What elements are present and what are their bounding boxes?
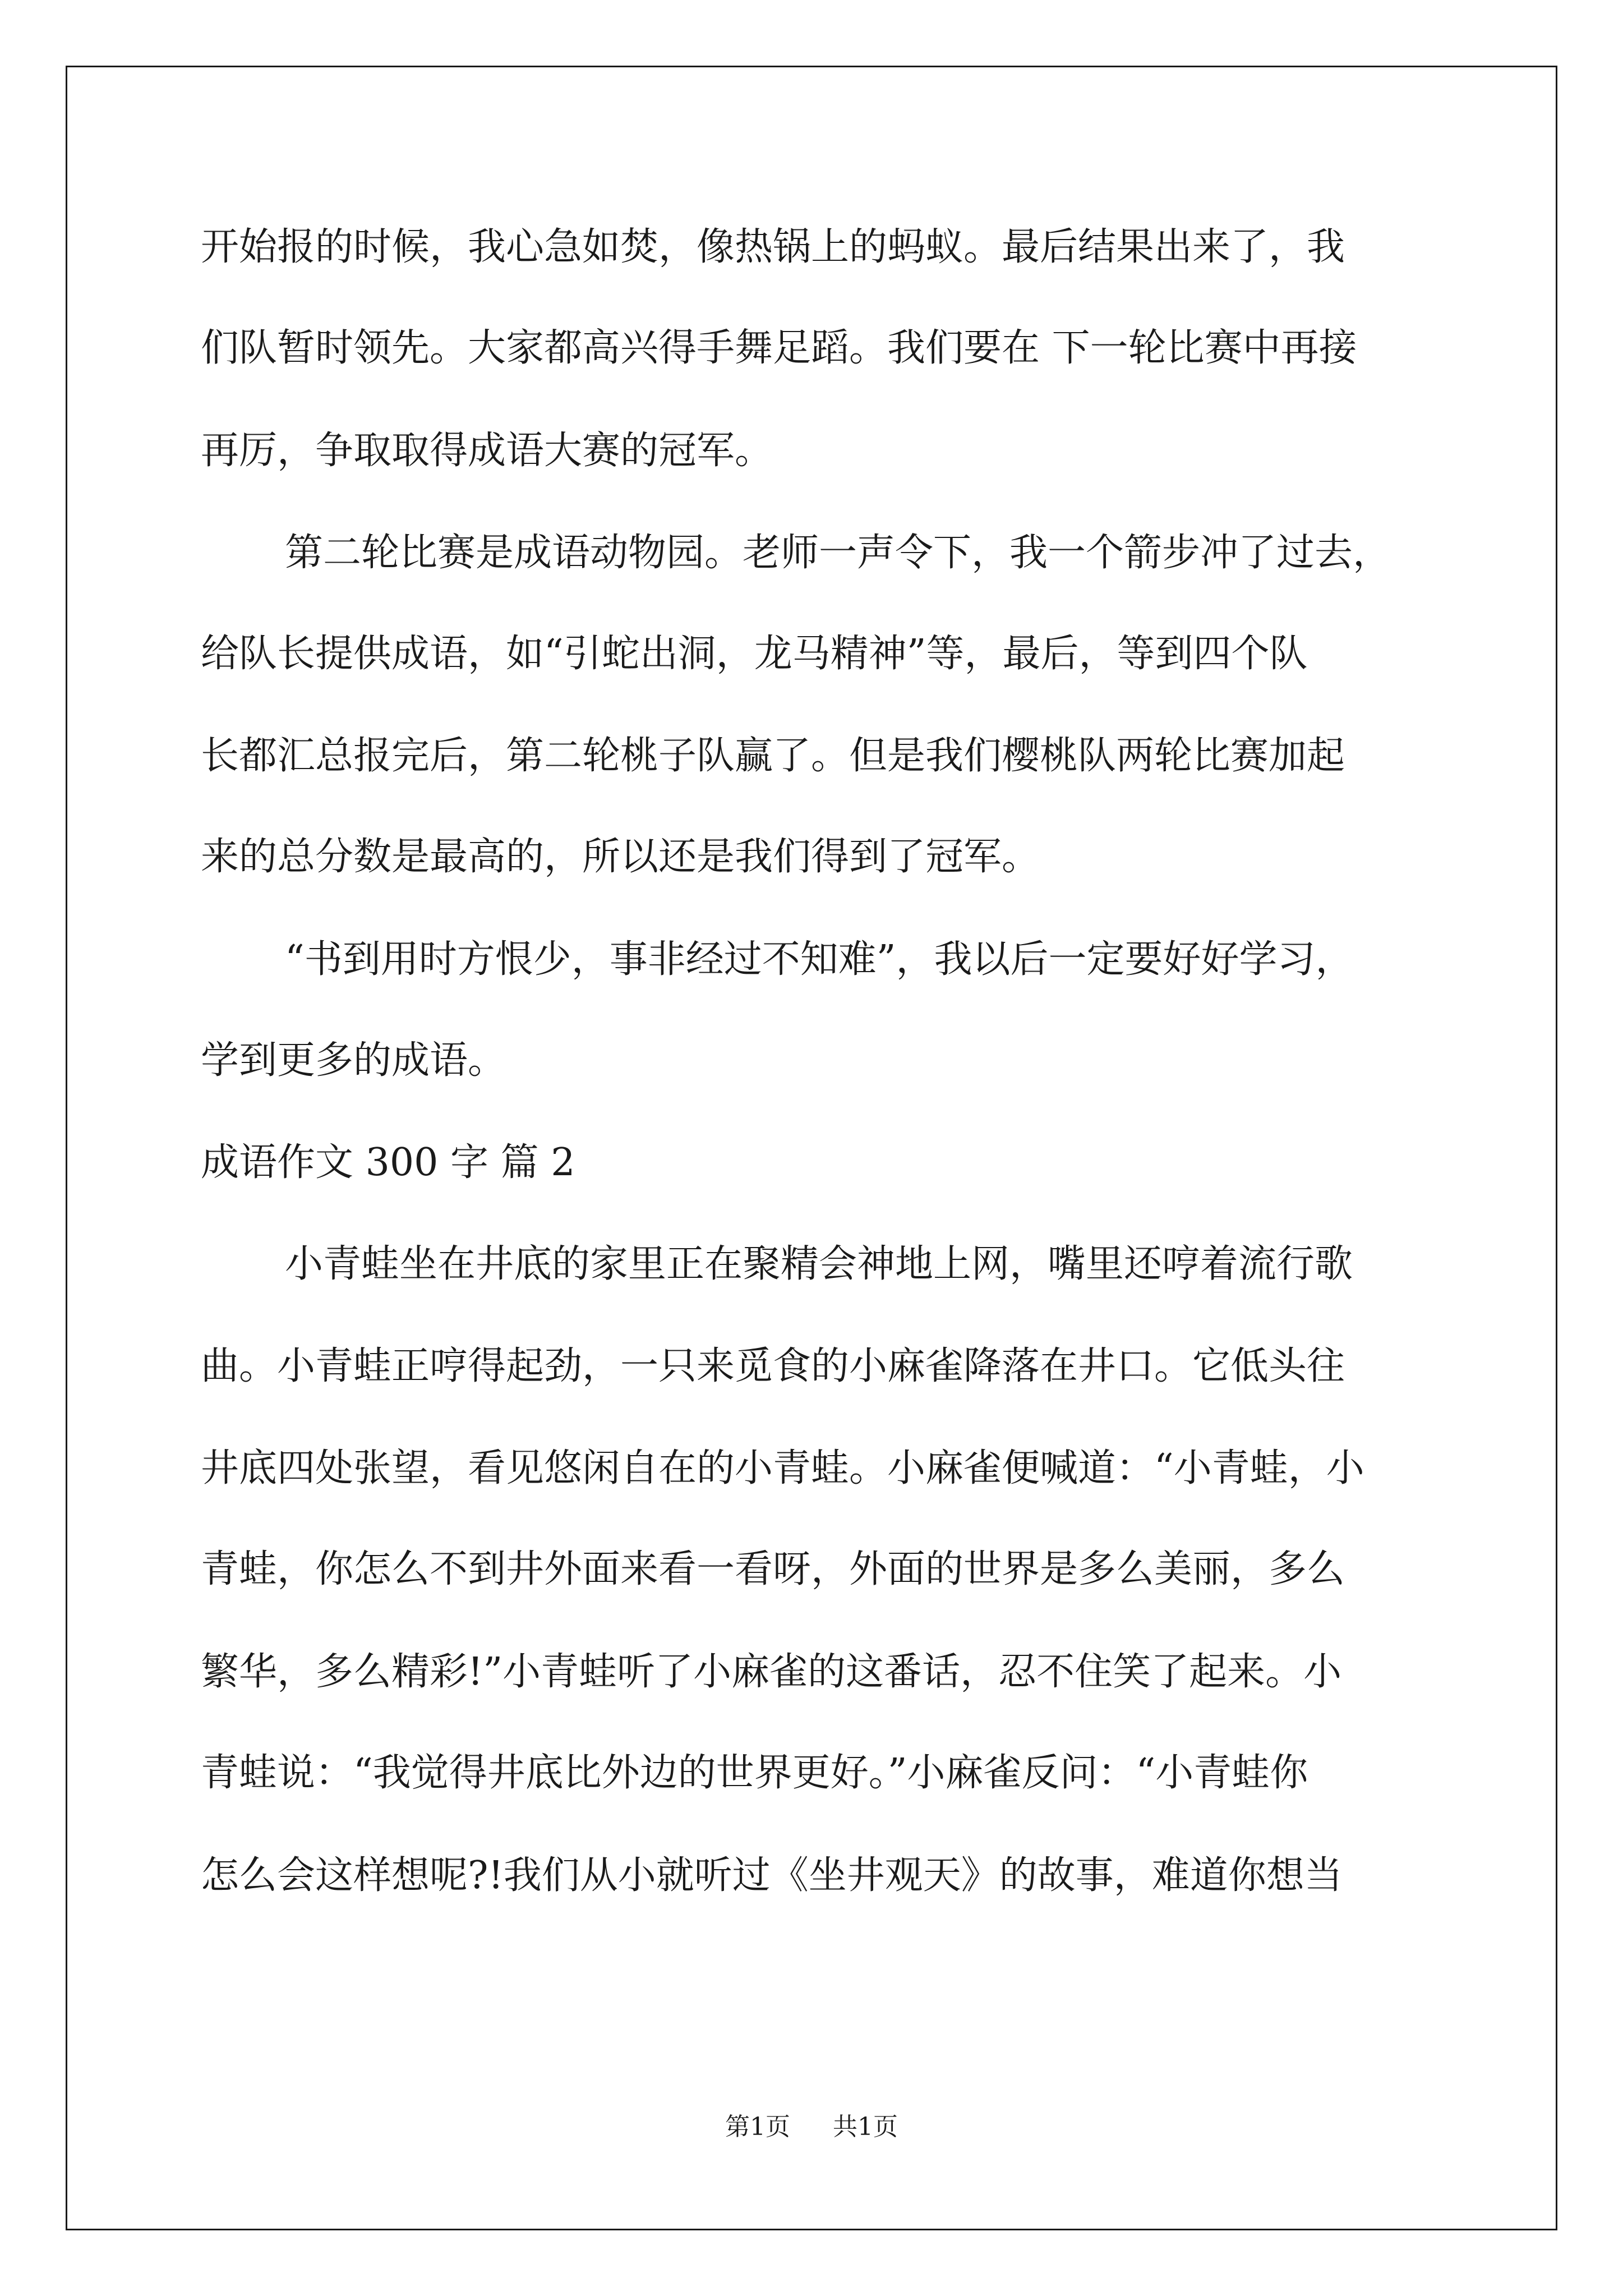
text-line: 曲。小青蛙正哼得起劲，一只来觅食的小麻雀降落在井口。它低头往 — [201, 1344, 1345, 1388]
text-line: 开始报的时候，我心急如焚，像热锅上的蚂蚁。最后结果出来了，我 — [201, 225, 1345, 269]
text-line: 青蛙说：“我觉得井底比外边的世界更好。”小麻雀反问：“小青蛙你 — [201, 1751, 1308, 1795]
text-line: 给队长提供成语，如“引蛇出洞，龙马精神”等，最后，等到四个队 — [201, 632, 1308, 676]
text-line: 来的总分数是最高的，所以还是我们得到了冠军。 — [201, 835, 1040, 879]
text-line: 们队暂时领先。大家都高兴得手舞足蹈。我们要在 下一轮比赛中再接 — [201, 326, 1357, 370]
page-total: 共1页 — [833, 2113, 898, 2141]
text-line: 繁华，多么精彩!”小青蛙听了小麻雀的这番话，忍不住笑了起来。小 — [201, 1650, 1342, 1694]
text-line: 学到更多的成语。 — [201, 1038, 506, 1083]
page-number: 第1页 — [725, 2113, 790, 2141]
paragraph-start: 小青蛙坐在井底的家里正在聚精会神地上网，嘴里还哼着流行歌 — [285, 1242, 1353, 1286]
text-line: 青蛙，你怎么不到井外面来看一看呀，外面的世界是多么美丽，多么 — [201, 1547, 1345, 1591]
text-line: 井底四处张望，看见悠闲自在的小青蛙。小麻雀便喊道：“小青蛙，小 — [201, 1446, 1364, 1490]
text-line: 长都汇总报完后，第二轮桃子队赢了。但是我们樱桃队两轮比赛加起 — [201, 734, 1345, 778]
text-line: 再厉，争取取得成语大赛的冠军。 — [201, 429, 773, 473]
section-heading: 成语作文 300 字 篇 2 — [201, 1140, 575, 1185]
paragraph-start: “书到用时方恨少，事非经过不知难”，我以后一定要好好学习， — [285, 937, 1354, 982]
page-footer — [0, 2110, 1623, 2144]
text-line: 怎么会这样想呢?!我们从小就听过《坐井观天》的故事，难道你想当 — [201, 1853, 1343, 1898]
paragraph-start: 第二轮比赛是成语动物园。老师一声令下，我一个箭步冲了过去， — [285, 531, 1391, 575]
